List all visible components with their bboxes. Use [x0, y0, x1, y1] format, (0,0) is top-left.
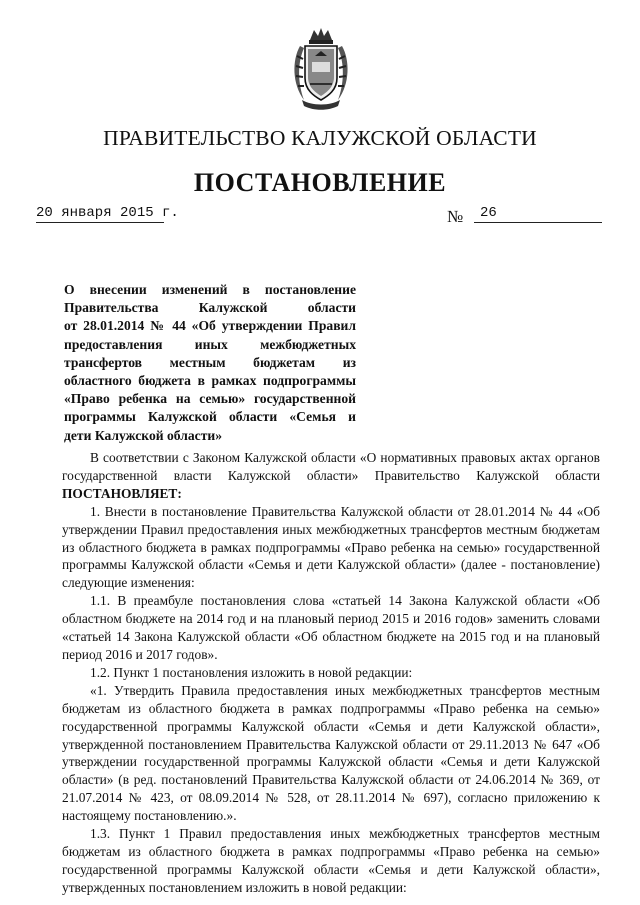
subject-line: предоставления иных межбюджетных [64, 336, 356, 352]
paragraph-1-2: 1.2. Пункт 1 постановления изложить в новой редакции: [90, 664, 413, 680]
subject-line: трансфертов местным бюджетам из [64, 354, 356, 370]
paragraph-1-3: 1.3. Пункт 1 Правил предоставления иных межбюджетных трансфертов местным бюджетам из областного бюджета в рамках подпрограммы «Право ребенка на семью» государственной программы Калужской области «Семья и дети Калужской области», утвержденных постановлением изложить в новой редакции: [62, 826, 600, 895]
paragraph-1: 1. Внести в постановление Правительства Калужской области от 28.01.2014 № 44 «Об утверждении Правил предоставления иных межбюджетных трансфертов местным бюджетам из областного бюджета в рамках подпрограммы «Право ребенка на семью» государственной программы Калужской области «Семья и дети Калужской области» (далее - постановление) следующие изменения: [62, 503, 600, 591]
preamble-paragraph [62, 449, 600, 503]
document-body [62, 449, 600, 897]
number-sign: № [447, 207, 464, 226]
subject-line: программы Калужской области «Семья и [64, 409, 356, 425]
paragraph-1-2-quote: «1. Утвердить Правила предоставления иных межбюджетных трансфертов местным бюджетам из областного бюджета в рамках подпрограммы «Право ребенка на семью» государственной программы Калужской области «Семья и дети Калужской области», утвержденной постановлением Правительства Калужской области от 29.11.2013 № 647 «Об утверждении государственной программы Калужской области «Семья и дети Калужской области» (в ред. постановлений Правительства Калужской области от 24.06.2014 № 369, от 21.07.2014 № 423, от 08.09.2014 № 528, от 28.11.2014 № 697), согласно приложению к настоящему постановлению.». [62, 682, 600, 824]
subject-line: областного бюджета в рамках подпрограммы [64, 373, 356, 389]
document-date: 20 января 2015 г. [36, 205, 179, 221]
subject-line: дети Калужской области» [64, 427, 223, 443]
subject-line: О внесении изменений в постановление [64, 282, 356, 297]
document-number: 26 [474, 205, 602, 223]
paragraph-1-1: 1.1. В преамбуле постановления слова «статьей 14 Закона Калужской области «Об областном бюджете на 2014 год и на плановый период 2015 и 2016 годов» заменить словами «статьей 14 Закона Калужской области «Об областном бюджете на 2015 год и на плановый период 2016 и 2017 годов». [62, 593, 600, 662]
document-type-title: ПОСТАНОВЛЕНИЕ [193, 168, 447, 197]
kaluga-coat-of-arms-icon [288, 26, 354, 112]
subject-line: «Право ребенка на семью» государственной [64, 391, 356, 407]
preamble-text: В соответствии с Законом Калужской области «О нормативных правовых актах органов государственной власти Калужской области» Правительство Калужской области [62, 450, 600, 483]
government-title: ПРАВИТЕЛЬСТВО КАЛУЖСКОЙ ОБЛАСТИ [103, 126, 537, 150]
subject-line: от 28.01.2014 № 44 «Об утверждении Правил [64, 318, 356, 334]
document-subject [64, 281, 356, 445]
resolves-word: ПОСТАНОВЛЯЕТ: [62, 485, 182, 501]
subject-line: Правительства Калужской области [64, 300, 356, 316]
